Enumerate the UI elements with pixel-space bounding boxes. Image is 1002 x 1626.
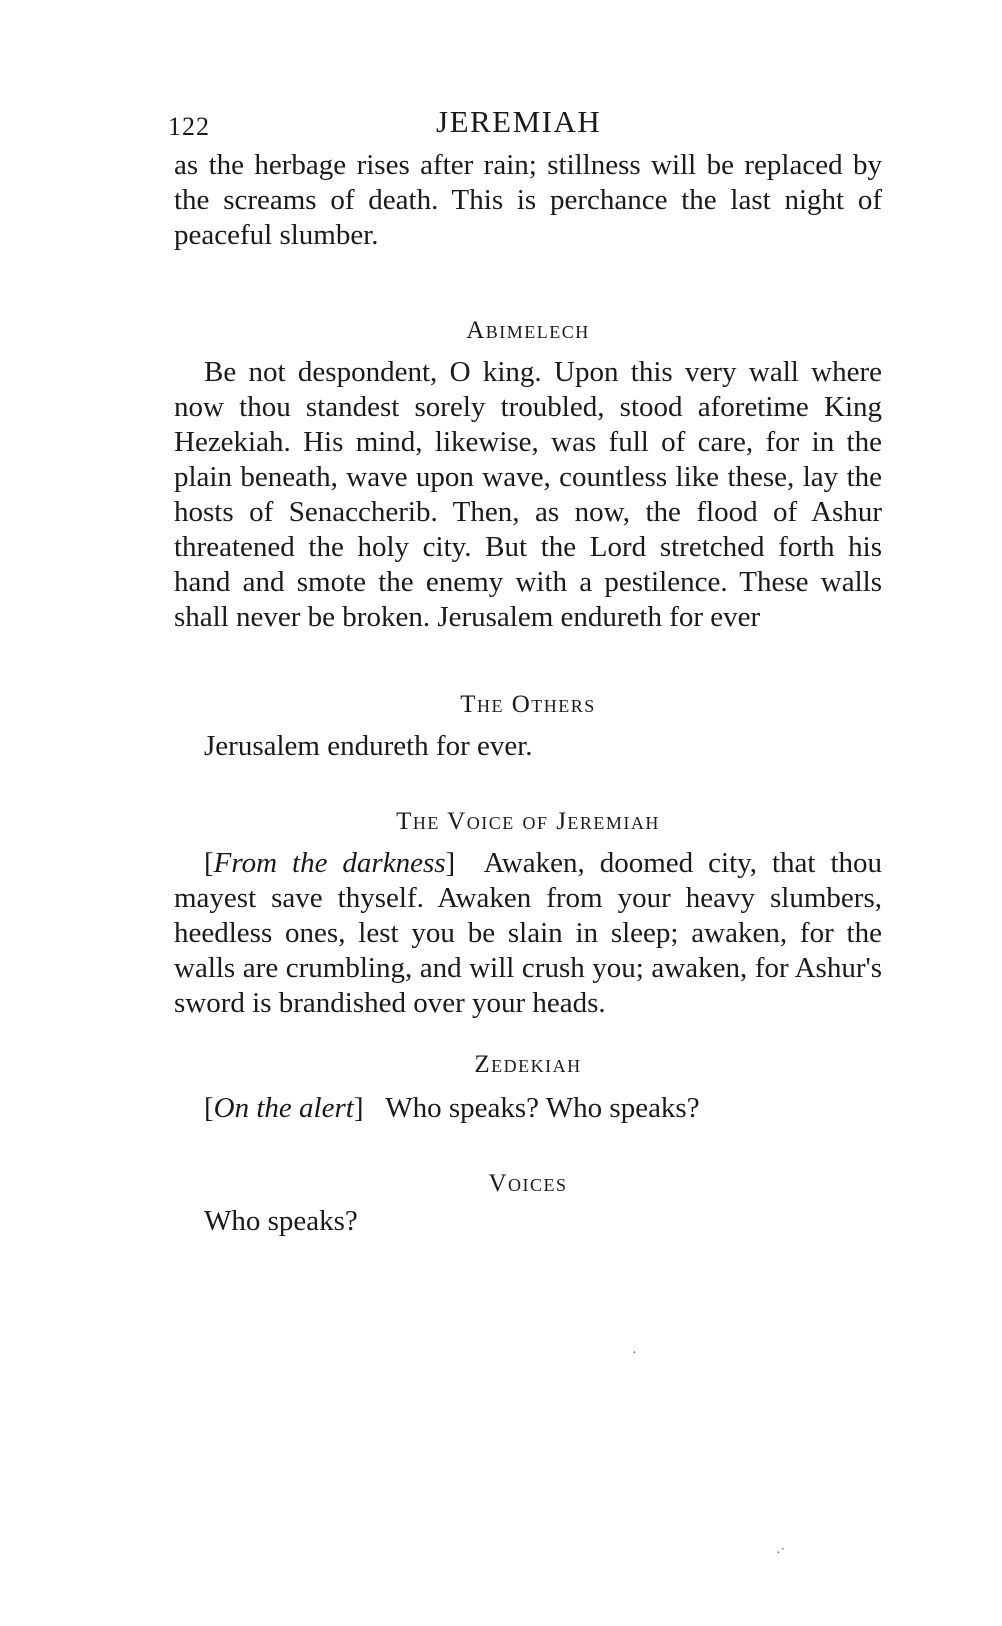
speech-text: Who speaks? Who speaks? (385, 1092, 700, 1124)
stage-direction: From the darkness (213, 847, 446, 879)
running-title: JEREMIAH (436, 104, 602, 139)
running-head (168, 100, 882, 148)
speaker-name-voices: Voices (488, 1170, 568, 1197)
scan-speck: ·˙ (776, 1546, 786, 1561)
speech-voices: Who speaks? (204, 1205, 358, 1237)
page-number: 122 (168, 112, 210, 141)
scan-speck: · (632, 1346, 637, 1361)
book-page (168, 100, 883, 1239)
speech-abimelech: Be not despondent, O king. Upon this very wall where now thou standest sorely troubled, stood aforetime King Hezekiah. His mind, likewise, was full of care, for in the plain beneath, wave upon wave, countless like these, lay the hosts of Senaccherib. Then, as now, the flood of Ashur threatened the holy city. But the Lord stretched forth his hand and smote the enemy with a pestilence. These walls shall never be broken. Jerusalem endureth for ever (174, 356, 882, 633)
speech-text: Awaken, doomed city, that thou mayest save thyself. Awaken from your heavy slumbers, heedless ones, lest you be slain in sleep; awaken, for the walls are crumbling, and will crush you; awaken, for Ashur's sword is brandished over your heads. (174, 847, 883, 1019)
speaker-name-abimelech: Abimelech (466, 317, 590, 344)
speaker-name-voice-of-jeremiah: The Voice of Jeremiah (396, 808, 660, 835)
speech-zedekiah: [On the alert] Who speaks? Who speaks? (204, 1092, 700, 1124)
continuation-paragraph: as the herbage rises after rain; stillness will be replaced by the screams of death. This is perchance the last night of peaceful slumber. (174, 149, 882, 251)
stage-direction: On the alert (213, 1092, 354, 1124)
speaker-name-the-others: The Others (460, 691, 596, 718)
speaker-name-zedekiah: Zedekiah (474, 1051, 582, 1078)
speech-voice-of-jeremiah: [From the darkness] Awaken, doomed city, that thou mayest save thyself. Awaken from your heavy slumbers, heedless ones, lest you be slain in sleep; awaken, for the walls are crumbling, and will crush you; awaken, for Ashur's sword is brandished over your heads. (174, 847, 883, 1019)
speech-the-others: Jerusalem endureth for ever. (204, 730, 533, 762)
